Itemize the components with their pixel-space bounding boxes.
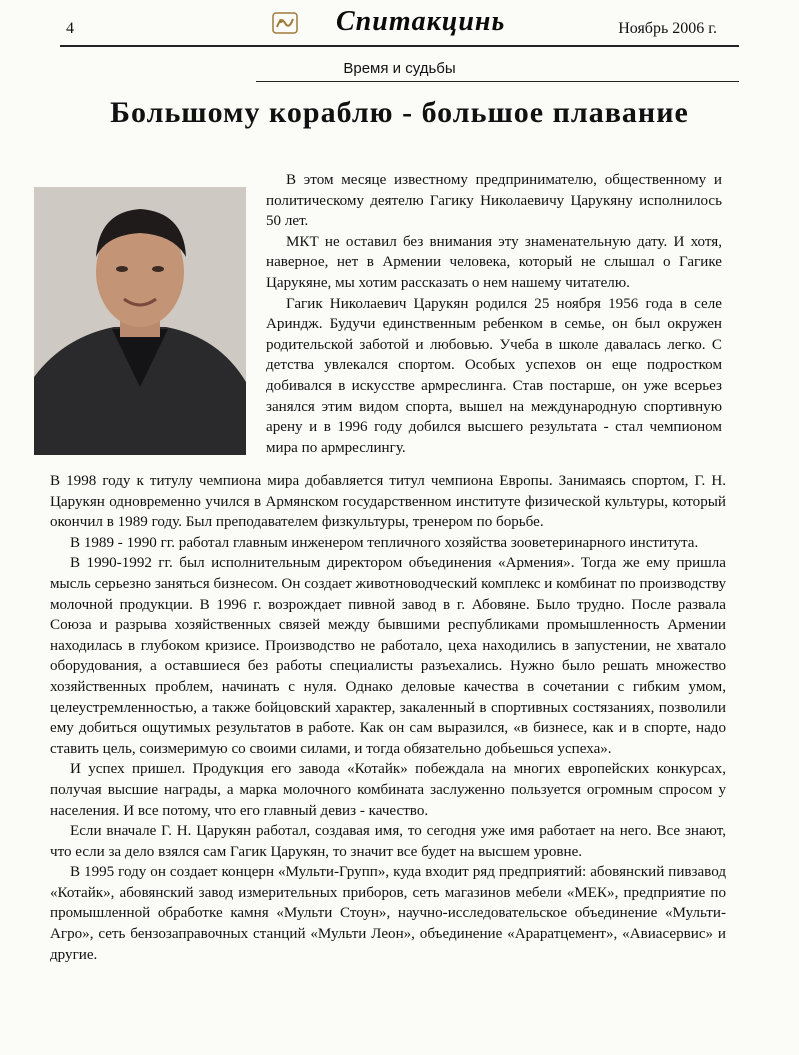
portrait-photo bbox=[34, 187, 246, 455]
body-paragraph: В 1989 - 1990 гг. работал главным инженером тепличного хозяйства зооветеринарного института. bbox=[70, 534, 699, 551]
issue-date: Ноябрь 2006 г. bbox=[618, 20, 717, 37]
body-paragraph: Если вначале Г. Н. Царукян работал, создавая имя, то сегодня уже имя работает на него. Все знают, что если за дело взялся сам Гагик Царукян, то значит все будет на высшем уровне. bbox=[50, 823, 726, 860]
article-intro bbox=[266, 170, 722, 458]
body-paragraph: В 1998 году к титулу чемпиона мира добавляется титул чемпиона Европы. Занимаясь спортом, Г. Н. Царукян одновременно учился в Армянском государственном институте физической культуры, который окончил в 1989 году. Был преподавателем физкультуры, тренером по борьбе. bbox=[50, 473, 726, 531]
section-rule bbox=[256, 81, 739, 82]
body-paragraph: И успех пришел. Продукция его завода «Котайк» побеждала на многих европейских конкурсах, получая высшие награды, а марка молочного комбината заслуженно пользуется огромным спросом у населения. И все потому, что его главный девиз - качество. bbox=[50, 761, 726, 819]
page-number: 4 bbox=[66, 20, 74, 37]
article-title: Большому кораблю - большое плавание bbox=[110, 96, 689, 129]
intro-paragraph: Гагик Николаевич Царукян родился 25 ноября 1956 года в селе Ариндж. Будучи единственным ребенком в семье, он был окружен родительской заботой и любовью. Учеба в школе давалась легко. С детства увлекался спортом. Особых успехов он еще подростком добивался в искусстве армреслинга. Став постарше, он уже всерьез занялся этим видом спорта, вышел на международную спортивную арену и в 1996 году добился высшего результата - стал чемпионом мира по армреслингу. bbox=[266, 295, 722, 456]
body-paragraph: В 1990-1992 гг. был исполнительным директором объединения «Армения». Тогда же ему пришла мысль серьезно заняться бизнесом. Он создает животноводческий комплекс и комбинат по производству молочной продукции. В 1996 г. возрождает пивной завод в г. Абовяне. Было трудно. После развала Союза и разрыва хозяйственных связей между бывшими республиками промышленность Армении находилась в глубоком кризисе. Производство не работало, цеха находились в запустении, не хватало оборудования, а оставшиеся без работы специалисты разъехались. Нужно было решать множество хозяйственных проблем, начинать с нуля. Однако деловые качества в сочетании с гибким умом, целеустремленностью, а также бойцовский характер, закаленный в спортивных состязаниях, позволили ему добиться ощутимых результатов в работе. Как он сам выразился, «в бизнесе, как и в спорте, надо ставить цель, соизмеримую со своими силами, и тогда обязательно добьешься успеха». bbox=[50, 555, 726, 757]
masthead: Спитакцинь bbox=[336, 6, 506, 37]
intro-paragraph: МКТ не оставил без внимания эту знаменательную дату. И хотя, наверное, нет в Армении человека, который не слышал о Гагике Царукяне, мы хотим рассказать о нем нашему читателю. bbox=[266, 233, 722, 291]
portrait-photo-icon bbox=[34, 187, 246, 455]
article-body bbox=[50, 471, 726, 965]
header-rule bbox=[60, 45, 739, 47]
intro-paragraph: В этом месяце известному предпринимателю, общественному и политическому деятелю Гагику Николаевичу Царукяну исполнилось 50 лет. bbox=[266, 172, 722, 230]
section-title: Время и судьбы bbox=[343, 60, 456, 77]
newspaper-logo-icon bbox=[272, 12, 298, 34]
body-paragraph: В 1995 году он создает концерн «Мульти-Групп», куда входит ряд предприятий: абовянский пивзавод «Котайк», абовянский завод измерительных приборов, сеть магазинов мебели «МЕК», предприятие по промышленной обработке камня «Мульти Стоун», научно-исследовательское объединение «Мульти-Агро», сеть бензозаправочных станций «Мульти Леон», объединение «Араратцемент», «Авиасервис» и другие. bbox=[50, 864, 726, 963]
